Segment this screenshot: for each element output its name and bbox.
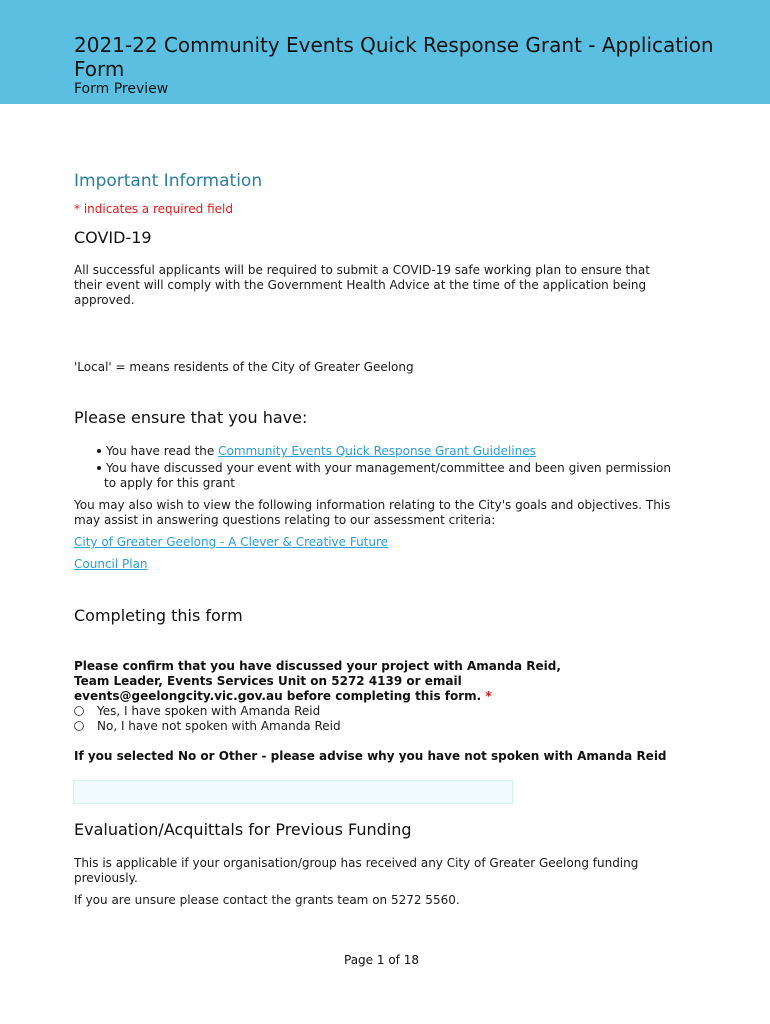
- radio-button-yes[interactable]: [74, 706, 84, 716]
- clever-creative-future-link[interactable]: City of Greater Geelong - A Clever & Creative Future: [74, 535, 389, 549]
- form-title: 2021-22 Community Events Quick Response Grant - Application Form: [74, 33, 714, 81]
- required-asterisk: *: [485, 689, 492, 703]
- confirm-question-text: Please confirm that you have discussed your project with Amanda Reid, Team Leader, Events Services Unit on 5272 4139 or email events@geelongcity.vic.gov.au before completing this form.: [74, 659, 561, 703]
- list-item: [74, 461, 674, 491]
- required-field-note: * indicates a required field: [74, 202, 233, 216]
- guidelines-link[interactable]: Community Events Quick Response Grant Guidelines: [218, 444, 536, 458]
- evaluation-heading: Evaluation/Acquittals for Previous Funding: [74, 820, 412, 839]
- radio-button-no[interactable]: [74, 721, 84, 731]
- completing-heading: Completing this form: [74, 606, 243, 625]
- ensure-list: [74, 444, 674, 493]
- radio-option-no[interactable]: [74, 718, 341, 733]
- ensure-item-2-text: You have discussed your event with your management/committee and been given permission to apply for this grant: [104, 461, 671, 490]
- more-info-text: You may also wish to view the following information relating to the City's goals and objectives. This may assist in answering questions relating to our assessment criteria:: [74, 498, 671, 527]
- followup-question: If you selected No or Other - please advise why you have not spoken with Amanda Reid: [74, 749, 667, 763]
- radio-label-yes: Yes, I have spoken with Amanda Reid: [97, 703, 321, 718]
- evaluation-text-2: If you are unsure please contact the grants team on 5272 5560.: [74, 893, 460, 907]
- radio-option-yes[interactable]: [74, 703, 320, 718]
- list-item: [74, 444, 674, 459]
- radio-label-no: No, I have not spoken with Amanda Reid: [97, 718, 341, 733]
- header-banner: [0, 0, 770, 104]
- ensure-heading: Please ensure that you have:: [74, 408, 308, 427]
- ensure-item-1-text: You have read the: [106, 444, 219, 458]
- bullet-icon: [97, 449, 101, 453]
- local-note: 'Local' = means residents of the City of Greater Geelong: [74, 360, 414, 374]
- confirm-question: [74, 659, 574, 704]
- page-number: Page 1 of 18: [344, 953, 419, 967]
- covid-text: All successful applicants will be required to submit a COVID-19 safe working plan to ensure that their event will comply with the Government Health Advice at the time of the application being approved.: [74, 263, 650, 307]
- reason-input[interactable]: [73, 780, 513, 804]
- evaluation-text-1: This is applicable if your organisation/group has received any City of Greater Geelong funding previously.: [74, 856, 639, 885]
- bullet-icon: [97, 466, 101, 470]
- important-info-heading: Important Information: [74, 171, 263, 191]
- covid-heading: COVID-19: [74, 228, 152, 247]
- form-subtitle: Form Preview: [74, 81, 169, 97]
- council-plan-link[interactable]: Council Plan: [74, 557, 148, 571]
